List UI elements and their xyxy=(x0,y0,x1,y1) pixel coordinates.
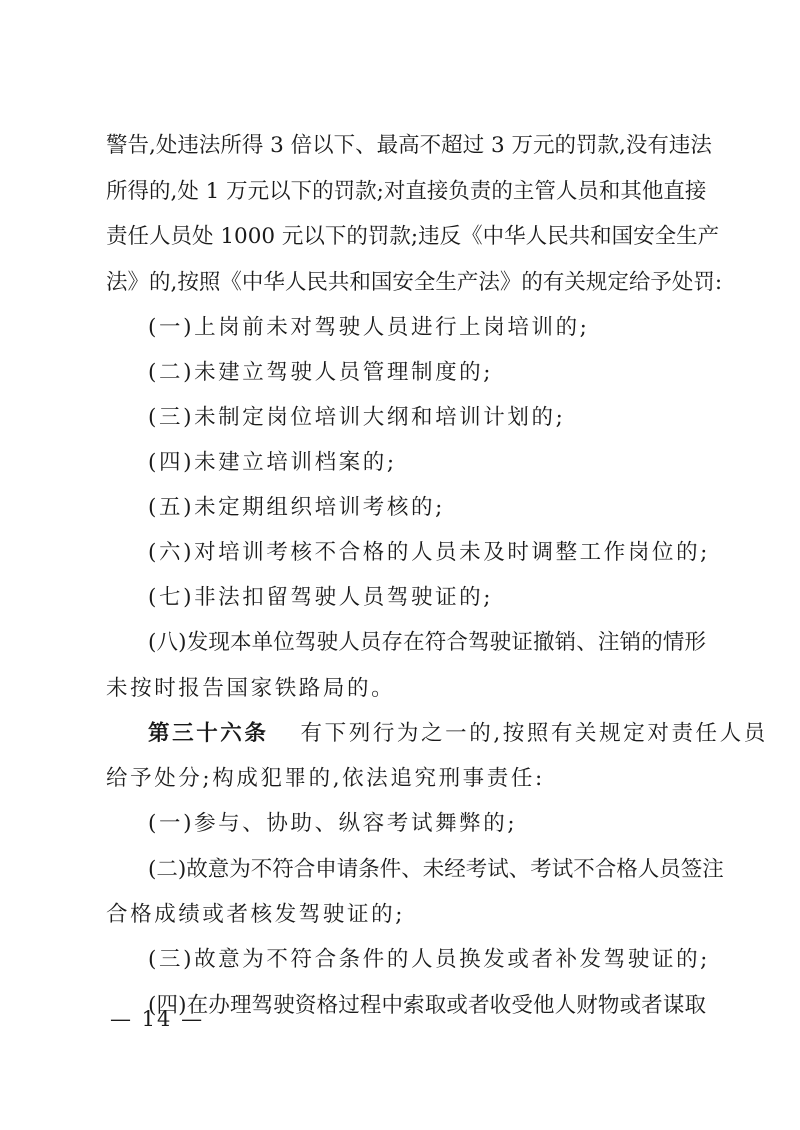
list-item-continuation: 合格成绩或者核发驾驶证的; xyxy=(106,902,406,927)
list-item: (六)对培训考核不合格的人员未及时调整工作岗位的; xyxy=(148,540,711,565)
article-heading: 第三十六条 xyxy=(148,721,269,746)
list-item: (七)非法扣留驾驶人员驾驶证的; xyxy=(148,585,494,610)
list-item: (二)故意为不符合申请条件、未经考试、考试不合格人员签注 xyxy=(148,857,724,882)
list-item: (八)发现本单位驾驶人员存在符合驾驶证撤销、注销的情形 xyxy=(148,630,706,655)
list-item: (二)未建立驾驶人员管理制度的; xyxy=(148,360,494,385)
list-item: (五)未定期组织培训考核的; xyxy=(148,495,445,520)
page-number: — 14 — xyxy=(110,1007,205,1031)
paragraph-line: 责任人员处 1000 元以下的罚款;违反《中华人民共和国安全生产 xyxy=(106,224,720,249)
list-item: (三)故意为不符合条件的人员换发或者补发驾驶证的; xyxy=(148,947,711,972)
paragraph-line: 法》的,按照《中华人民共和国安全生产法》的有关规定给予处罚: xyxy=(106,270,723,295)
paragraph-line: 所得的,处 1 万元以下的罚款;对直接负责的主管人员和其他直接 xyxy=(106,179,707,204)
list-item: (四)在办理驾驶资格过程中索取或者收受他人财物或者谋取 xyxy=(148,993,706,1018)
paragraph-line: 警告,处违法所得 3 倍以下、最高不超过 3 万元的罚款,没有违法 xyxy=(106,133,712,158)
list-item: (一)上岗前未对驾驶人员进行上岗培训的; xyxy=(148,315,590,340)
article-text: 有下列行为之一的,按照有关规定对责任人员 xyxy=(300,721,768,746)
article-line xyxy=(148,719,768,749)
list-item-continuation: 未按时报告国家铁路局的。 xyxy=(106,676,396,701)
paragraph-line: 给予处分;构成犯罪的,依法追究刑事责任: xyxy=(106,766,545,791)
list-item: (一)参与、协助、纵容考试舞弊的; xyxy=(148,811,518,836)
list-item: (三)未制定岗位培训大纲和培训计划的; xyxy=(148,405,566,430)
list-item: (四)未建立培训档案的; xyxy=(148,450,397,475)
